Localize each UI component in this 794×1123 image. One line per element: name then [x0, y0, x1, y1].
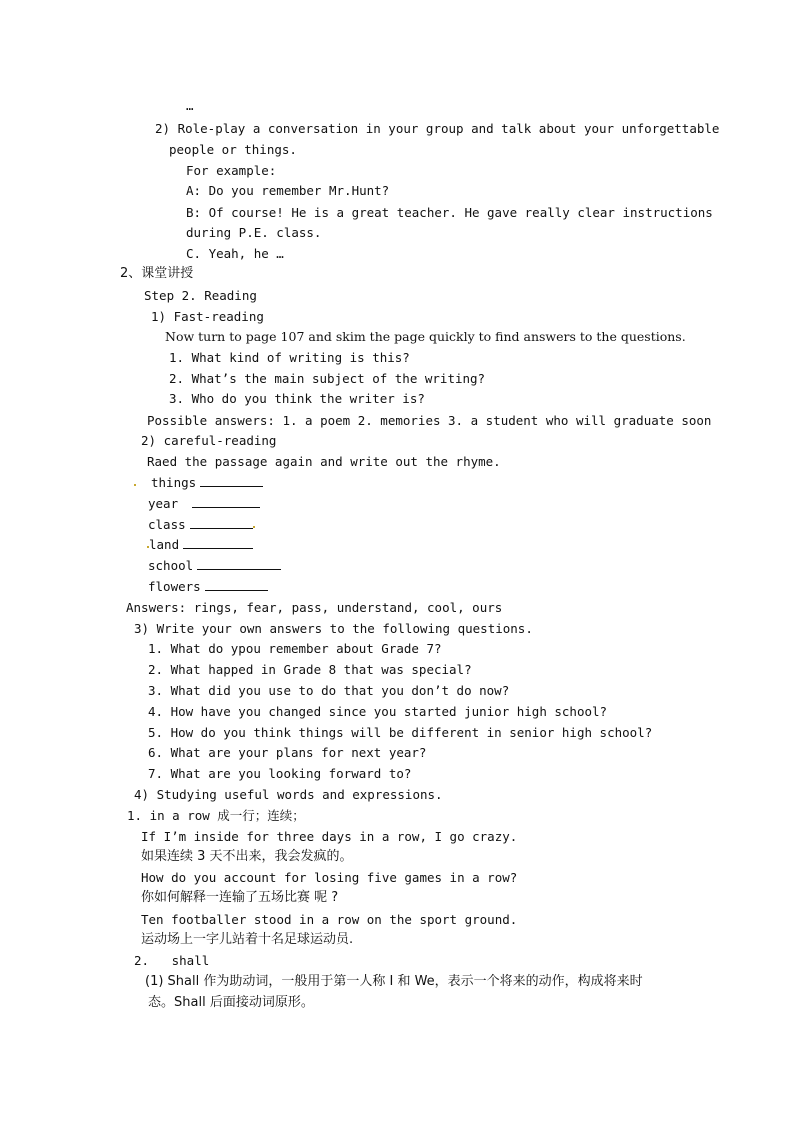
example-sentence-en: How do you account for losing five games in a row?: [141, 870, 518, 885]
shall-note-line1: (1) Shall 作为助动词，一般用于第一人称 I 和 We，表示一个将来的动作，构成将来时: [145, 974, 643, 989]
example-sentence-en: Ten footballer stood in a row on the sport ground.: [141, 912, 518, 927]
careful-reading-heading: 2) careful-reading: [141, 433, 277, 448]
step-heading: Step 2. Reading: [144, 288, 257, 303]
useful-words-heading: 4) Studying useful words and expressions.: [134, 787, 443, 802]
rhyme-word: class: [148, 517, 186, 532]
question-3: 3. Who do you think the writer is?: [169, 391, 425, 406]
answer-blank[interactable]: [197, 558, 281, 570]
fast-reading-instruction: Now turn to page 107 and skim the page quickly to find answers to the questions.: [165, 329, 686, 344]
rhyme-item: [149, 537, 253, 553]
dialogue-line-a: A: Do you remember Mr.Hunt?: [186, 183, 390, 198]
own-question-7: 7. What are you looking forward to?: [148, 766, 412, 781]
roleplay-instruction-line1: 2) Role-play a conversation in your group and talk about your unforgettable: [155, 121, 720, 136]
roleplay-instruction-line2: people or things.: [169, 142, 297, 157]
own-question-4: 4. How have you changed since you started junior high school?: [148, 704, 608, 719]
rhyme-word: school: [148, 558, 194, 573]
fast-reading-heading: 1) Fast-reading: [151, 309, 264, 324]
rhyme-item: [148, 558, 281, 574]
dialogue-line-b1: B: Of course! He is a great teacher. He gave really clear instructions: [186, 205, 713, 220]
expression-item-1-title: 1. in a row 成一行；连续；: [127, 808, 305, 823]
example-sentence-cn: 如果连续 3 天不出来，我会发疯的。: [141, 849, 353, 864]
shall-note-line2: 态。Shall 后面接动词原形。: [148, 995, 314, 1010]
example-sentence-cn: 你如何解释一连输了五场比赛 呢 ?: [141, 890, 339, 905]
rhyme-item: [151, 475, 263, 491]
rhyme-word: things: [151, 475, 197, 490]
rhyme-instruction: Raed the passage again and write out the rhyme.: [147, 454, 501, 469]
rhyme-item: [148, 496, 260, 512]
own-answers-heading: 3) Write your own answers to the following questions.: [134, 621, 533, 636]
own-question-6: 6. What are your plans for next year?: [148, 745, 427, 760]
rhyme-answers: Answers: rings, fear, pass, understand, cool, ours: [126, 600, 503, 615]
own-question-1: 1. What do ypou remember about Grade 7?: [148, 641, 442, 656]
decorative-dot: [253, 526, 255, 528]
own-question-3: 3. What did you use to do that you don’t do now?: [148, 683, 510, 698]
example-sentence-cn: 运动场上一字儿站着十名足球运动员.: [141, 932, 354, 947]
question-2: 2. What’s the main subject of the writing?: [169, 371, 486, 386]
decorative-dot: [134, 484, 136, 486]
ellipsis-line: …: [186, 98, 194, 113]
possible-answers: Possible answers: 1. a poem 2. memories 3. a student who will graduate soon: [147, 413, 712, 428]
rhyme-word: flowers: [148, 579, 201, 594]
rhyme-item: [148, 517, 253, 533]
rhyme-word: year: [148, 496, 179, 511]
dialogue-line-b2: during P.E. class.: [186, 225, 322, 240]
example-label: For example:: [186, 163, 277, 178]
example-sentence-en: If I’m inside for three days in a row, I go crazy.: [141, 829, 518, 844]
question-1: 1. What kind of writing is this?: [169, 350, 410, 365]
answer-blank[interactable]: [200, 475, 263, 487]
own-question-2: 2. What happed in Grade 8 that was special?: [148, 662, 472, 677]
rhyme-word: land: [149, 537, 180, 552]
answer-blank[interactable]: [192, 496, 260, 508]
rhyme-item: [148, 579, 268, 595]
answer-blank[interactable]: [183, 537, 253, 549]
dialogue-line-c: C. Yeah, he …: [186, 246, 284, 261]
expression-item-2-title: 2. shall: [134, 953, 210, 968]
own-question-5: 5. How do you think things will be different in senior high school?: [148, 725, 653, 740]
answer-blank[interactable]: [205, 579, 268, 591]
answer-blank[interactable]: [190, 517, 253, 529]
section-heading: 2、课堂讲授: [120, 266, 194, 281]
